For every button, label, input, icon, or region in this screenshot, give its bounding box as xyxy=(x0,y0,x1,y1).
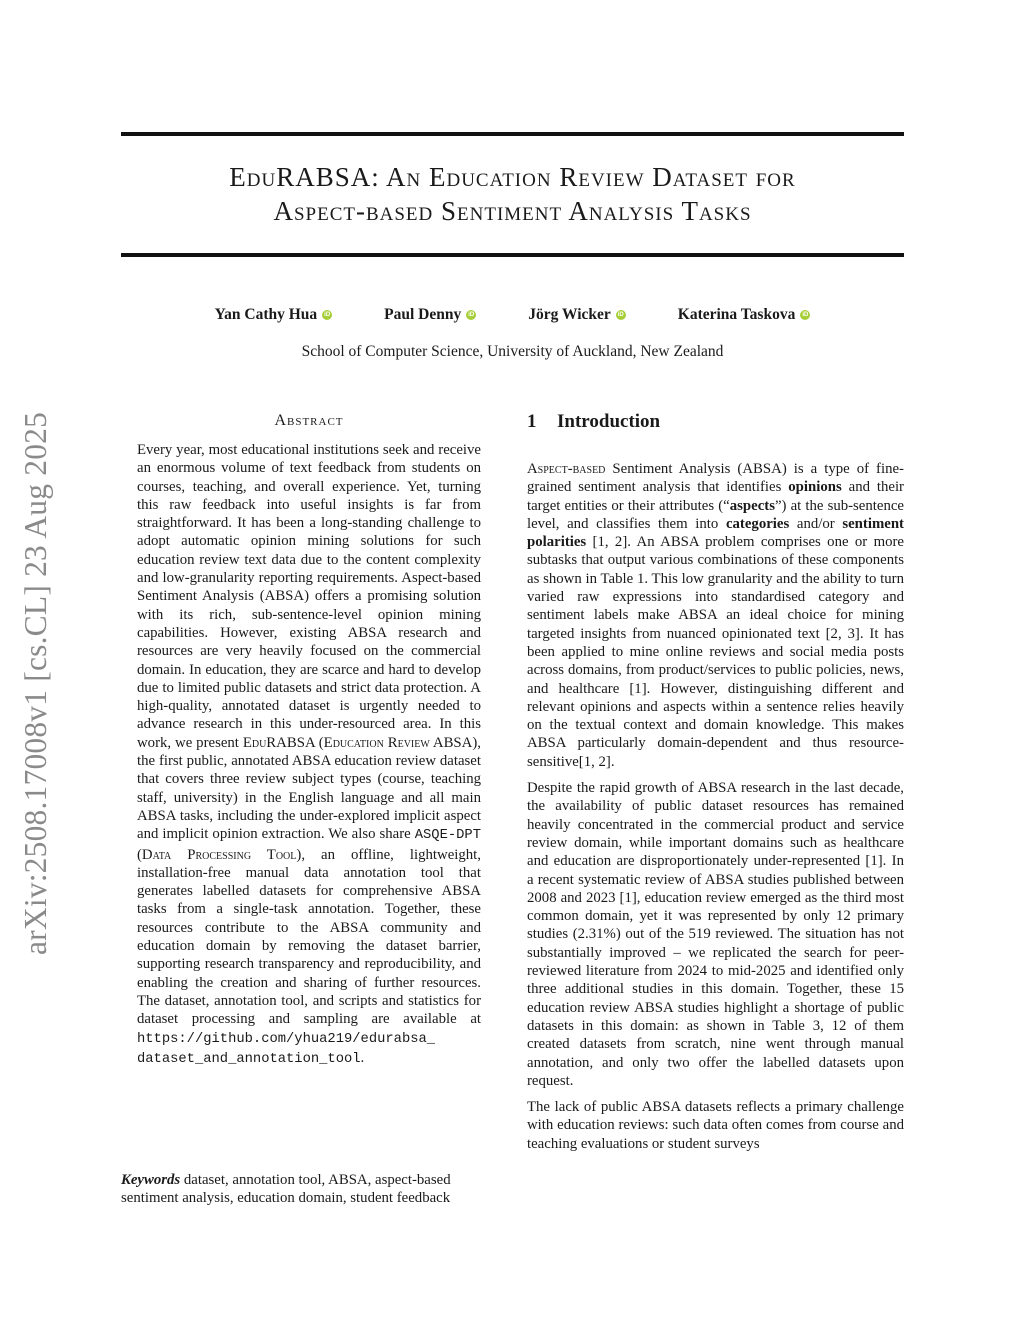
affiliation: School of Computer Science, University of Auckland, New Zealand xyxy=(301,343,724,360)
text: and their target entities or their attributes (“ xyxy=(527,479,904,514)
abstract-text: , an offline, lightweight, installation-free manual data annotation tool that generates labelled datasets for comprehensive ABSA tasks from a single-task annotation. Together, these resources contribute to the ABSA community and education domain by removing the dataset barrier, supporting research transparency and reproducibility, and enabling the creation and sharing of further resources. The dataset, annotation tool, and scripts and statistics for dataset processing and sampling are available at xyxy=(137,846,481,1028)
term-polarities: sentiment polarities xyxy=(527,515,904,551)
author-name: Paul Denny xyxy=(384,306,462,323)
tool-expansion: (Data Processing Tool) xyxy=(137,846,302,863)
keywords xyxy=(121,1171,497,1208)
paragraph: Despite the rapid growth of ABSA research in the last decade, the availability of public dataset resources has remained heavily concentrated in the commercial product and service review domain, while important domains such as healthcare and education are disproportionately under-represented [1]. In a recent systematic review of ABSA studies published between 2008 and 2023 [1], education review emerged as the third most common domain, yet it was represented by only 12 primary studies (2.31%) out of the 519 reviewed. The situation has not substantially improved – we replicated the search for peer-reviewed literature from 2024 to mid-2025 and identified only three additional studies in this domain. Together, these 15 education review ABSA studies highlight a shortage of public datasets in this domain: as shown in Table 3, 12 of them created datasets from scratch, nine went through manual annotation, and only two offer the labelled datasets upon request. xyxy=(527,780,904,1089)
abstract-text: Every year, most educational institutions seek and receive an enormous volume of text feedback from students on courses, teaching, and overall experience. Yet, turning this raw feedback into useful insights is far from straightforward. It has been a long-standing challenge to adopt automatic opinion mining solutions for such education review text data due to the content complexity and low-granularity reporting requirements. Aspect-based Sentiment Analysis (ABSA) offers a promising solution with its rich, sub-sentence-level opinion mining capabilities. However, existing ABSA research and resources are very heavily focused on the commercial domain. In education, they are scarce and hard to develop due to limited public datasets and strict data protection. A high-quality, annotated dataset is urgently needed to advance research in this under-resourced area. In this work, we present xyxy=(137,442,481,751)
author-name: Katerina Taskova xyxy=(677,306,796,323)
github-link[interactable]: https://github.com/yhua219/edurabsa_ dataset_and_annotation_tool xyxy=(137,1031,436,1067)
author xyxy=(528,306,626,324)
text: Sentiment Analysis (ABSA) is a type of fine-grained sentiment analysis that identifies xyxy=(527,461,904,496)
section-heading-introduction xyxy=(527,411,904,433)
title-rule-bottom xyxy=(121,253,904,257)
term-categories: categories xyxy=(725,515,790,532)
section-title: Introduction xyxy=(557,411,661,432)
title-rule-top xyxy=(121,132,904,136)
introduction-body xyxy=(527,460,904,1161)
orcid-icon[interactable]: iD xyxy=(617,312,624,318)
paragraph xyxy=(527,460,904,771)
text: ”) at the sub-sentence level, and classifies them into xyxy=(527,497,904,532)
term-aspects: aspects xyxy=(729,497,775,514)
text: and/or xyxy=(789,515,843,532)
title-line-1: EduRABSA: An Education Review Dataset for xyxy=(229,162,796,192)
author xyxy=(215,306,333,324)
keywords-label: Keywords xyxy=(121,1172,181,1188)
orcid-icon[interactable]: iD xyxy=(324,312,331,318)
abstract-heading: Abstract xyxy=(274,412,344,429)
orcid-icon[interactable]: iD xyxy=(468,312,475,318)
paper-title xyxy=(121,160,904,228)
abstract-text: , the first public, annotated ABSA education review dataset that covers three review subject types (course, teaching staff, university) in the English language and all main ABSA tasks, including the under-explored implicit aspect and implicit opinion extraction. We also share xyxy=(137,734,481,843)
author xyxy=(678,306,811,324)
text: [1, 2]. An ABSA problem comprises one or more subtasks that output various combinations of these components as shown in Table 1. This low granularity and the ability to turn varied raw expressions into standardised category and sentiment labels make ABSA an ideal choice for mining targeted insights from nuanced opinionated text [2, 3]. It has been applied to mine online reviews and social media posts across domains, from product/services to public policies, news, and healthcare [1]. However, distinguishing different and relevant opinions and aspects within a sentence relies heavily on the textual context and domain knowledge. This makes ABSA particularly domain-dependent and thus resource-sensitive[1, 2]. xyxy=(527,534,904,770)
section-number: 1 xyxy=(527,411,537,432)
tool-name: ASQE-DPT xyxy=(414,828,481,844)
title-line-2: Aspect-based Sentiment Analysis Tasks xyxy=(273,196,752,226)
abstract-end: . xyxy=(360,1049,365,1066)
keywords-text: dataset, annotation tool, ABSA, aspect-based sentiment analysis, education domain, student feedback xyxy=(121,1172,451,1207)
abstract-body xyxy=(137,441,481,1069)
author-name: Yan Cathy Hua xyxy=(214,306,318,323)
author-list xyxy=(121,306,904,324)
dataset-expansion: (Education Review ABSA) xyxy=(314,734,478,751)
paragraph: The lack of public ABSA datasets reflects a primary challenge with education reviews: such data often comes from course and teaching evaluations or student surveys xyxy=(527,1099,904,1152)
orcid-icon[interactable]: iD xyxy=(802,312,809,318)
lead-words: Aspect-based xyxy=(527,461,606,477)
dataset-name: EduRABSA xyxy=(242,734,315,751)
arxiv-stamp: arXiv:2508.17008v1 [cs.CL] 23 Aug 2025 xyxy=(18,411,53,955)
term-opinions: opinions xyxy=(788,479,842,496)
author-name: Jörg Wicker xyxy=(528,306,611,323)
author xyxy=(384,306,476,324)
